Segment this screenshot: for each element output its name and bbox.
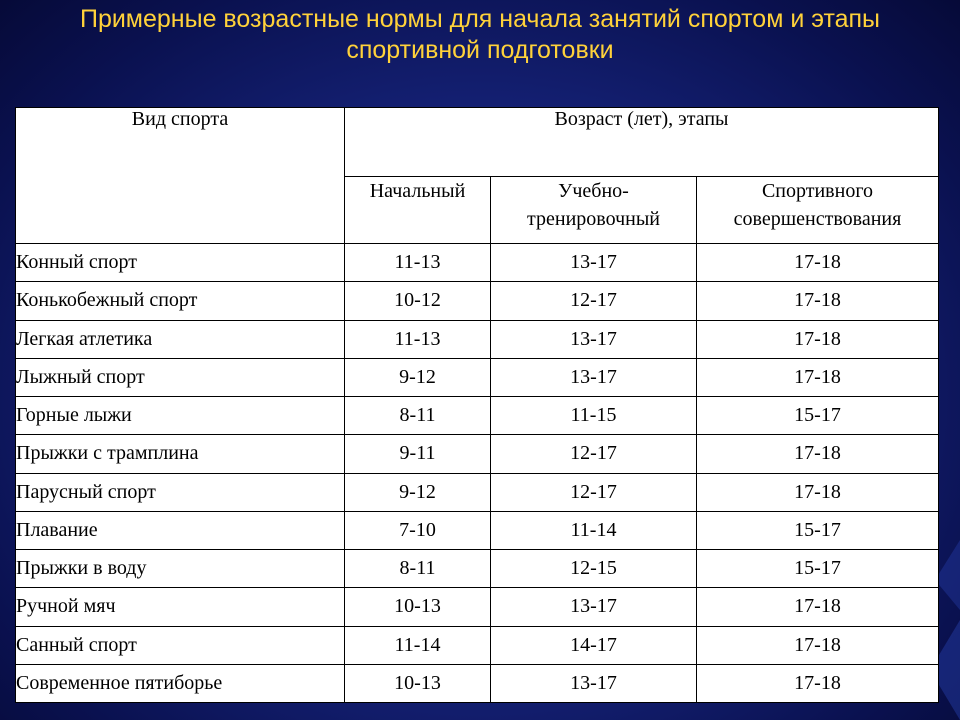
header-stage-training-line-2: тренировочный xyxy=(527,208,660,230)
cell-stage-perfection: 15-17 xyxy=(697,550,939,588)
cell-stage-perfection: 17-18 xyxy=(697,358,939,396)
cell-stage-training: 12-17 xyxy=(491,473,697,511)
cell-sport-name: Прыжки с трамплина xyxy=(16,435,345,473)
cell-stage-start: 11-13 xyxy=(345,320,491,358)
table-row xyxy=(16,664,939,702)
header-sport: Вид спорта xyxy=(16,108,345,244)
table-row xyxy=(16,588,939,626)
cell-stage-training: 13-17 xyxy=(491,588,697,626)
table-row xyxy=(16,282,939,320)
cell-stage-training: 12-17 xyxy=(491,435,697,473)
table-row xyxy=(16,511,939,549)
cell-sport-name: Конный спорт xyxy=(16,244,345,282)
cell-stage-perfection: 17-18 xyxy=(697,626,939,664)
table-row xyxy=(16,320,939,358)
cell-sport-name: Ручной мяч xyxy=(16,588,345,626)
cell-stage-perfection: 15-17 xyxy=(697,397,939,435)
cell-stage-start: 9-12 xyxy=(345,473,491,511)
cell-stage-perfection: 17-18 xyxy=(697,282,939,320)
table-row xyxy=(16,435,939,473)
cell-stage-perfection: 17-18 xyxy=(697,588,939,626)
cell-stage-training: 11-14 xyxy=(491,511,697,549)
cell-stage-perfection: 17-18 xyxy=(697,473,939,511)
cell-stage-start: 8-11 xyxy=(345,550,491,588)
cell-sport-name: Плавание xyxy=(16,511,345,549)
age-norms-table xyxy=(15,107,939,703)
table-row xyxy=(16,626,939,664)
cell-stage-training: 13-17 xyxy=(491,664,697,702)
header-age: Возраст (лет), этапы xyxy=(345,108,939,177)
cell-sport-name: Конькобежный спорт xyxy=(16,282,345,320)
table-row xyxy=(16,550,939,588)
cell-stage-start: 11-14 xyxy=(345,626,491,664)
table-row xyxy=(16,473,939,511)
cell-stage-start: 8-11 xyxy=(345,397,491,435)
cell-stage-perfection: 17-18 xyxy=(697,320,939,358)
cell-sport-name: Легкая атлетика xyxy=(16,320,345,358)
cell-sport-name: Лыжный спорт xyxy=(16,358,345,396)
slide-title-line-1: Примерные возрастные нормы для начала занятий спортом и этапы xyxy=(79,5,881,33)
cell-stage-training: 12-17 xyxy=(491,282,697,320)
cell-stage-training: 12-15 xyxy=(491,550,697,588)
cell-stage-training: 13-17 xyxy=(491,320,697,358)
header-stage-perfection-line-1: Спортивного xyxy=(761,180,874,202)
table-header-row xyxy=(16,108,939,177)
cell-stage-training: 13-17 xyxy=(491,244,697,282)
cell-stage-perfection: 17-18 xyxy=(697,664,939,702)
cell-stage-training: 11-15 xyxy=(491,397,697,435)
cell-stage-training: 14-17 xyxy=(491,626,697,664)
cell-stage-start: 9-11 xyxy=(345,435,491,473)
header-stage-training-line-1: Учебно- xyxy=(558,180,629,202)
header-stage-perfection-line-2: совершенствования xyxy=(733,208,902,230)
cell-stage-start: 7-10 xyxy=(345,511,491,549)
cell-stage-start: 11-13 xyxy=(345,244,491,282)
cell-stage-perfection: 15-17 xyxy=(697,511,939,549)
cell-sport-name: Прыжки в воду xyxy=(16,550,345,588)
table-row xyxy=(16,397,939,435)
table-row xyxy=(16,358,939,396)
cell-stage-start: 10-12 xyxy=(345,282,491,320)
table-row xyxy=(16,244,939,282)
header-stage-training xyxy=(491,177,697,244)
cell-sport-name: Горные лыжи xyxy=(16,397,345,435)
cell-stage-start: 9-12 xyxy=(345,358,491,396)
cell-stage-perfection: 17-18 xyxy=(697,435,939,473)
cell-stage-start: 10-13 xyxy=(345,664,491,702)
header-stage-start-label: Начальный xyxy=(369,180,466,202)
slide-title xyxy=(0,4,960,66)
slide-title-line-2: спортивной подготовки xyxy=(346,36,614,64)
cell-stage-start: 10-13 xyxy=(345,588,491,626)
cell-sport-name: Парусный спорт xyxy=(16,473,345,511)
header-stage-start xyxy=(345,177,491,244)
cell-sport-name: Санный спорт xyxy=(16,626,345,664)
cell-stage-perfection: 17-18 xyxy=(697,244,939,282)
cell-stage-training: 13-17 xyxy=(491,358,697,396)
table-body xyxy=(16,244,939,703)
header-stage-perfection xyxy=(697,177,939,244)
cell-sport-name: Современное пятиборье xyxy=(16,664,345,702)
